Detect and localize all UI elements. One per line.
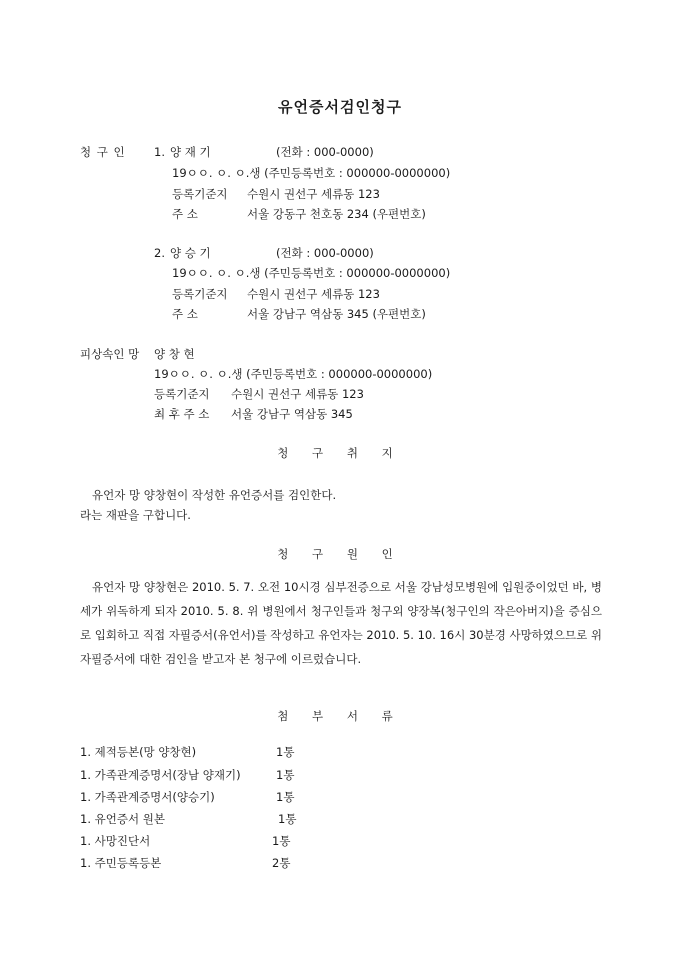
petitioner-2-birth: 19ㅇㅇ. ㅇ. ㅇ.생 (주민등록번호 : 000000-0000000): [172, 266, 451, 280]
attachment-item-label: 1. 유언증서 원본: [80, 812, 165, 826]
document-title: 유언증서검인청구: [278, 98, 402, 116]
cause-heading: 청 구 원 인: [277, 547, 403, 561]
petitioner-1-no: 1.: [154, 145, 165, 159]
attachment-item-count: 1통: [272, 834, 291, 848]
attachment-item-count: 1통: [276, 768, 295, 782]
cause-paragraph: 유언자 망 양창현은 2010. 5. 7. 오전 10시경 심부전증으로 서울 강남성모병원에 입원중이었던 바, 병세가 위독하게 되자 2010. 5. 8. 위 병원에서 청구인들과 청구외 양장복(청구인의 작은아버지)을 증심으로 입회하고 직접 자필증서(유언서)를 작성하고 유언자는 2010. 5. 10. 16시 30분경 사망하였으므로 위 자필증서에 대한 검인을 받고자 본 청구에 이르렀습니다.: [80, 580, 602, 666]
petitioner-2-domicile-label: 등록기준지: [172, 287, 228, 301]
petitioner-1-domicile: 수원시 권선구 세류동 123: [247, 187, 380, 201]
petitioner-1-phone: (전화 : 000-0000): [276, 145, 374, 159]
purpose-line-1: 유언자 망 양창현이 작성한 유언증서를 검인한다.: [92, 488, 337, 502]
attachment-item-label: 1. 제적등본(망 양창현): [80, 745, 197, 759]
petitioner-1-name: 양 재 기: [170, 145, 211, 159]
petitioner-2-name: 양 승 기: [170, 246, 211, 260]
attachment-item-label: 1. 가족관계증명서(장남 양재기): [80, 768, 241, 782]
petitioner-2-address-label: 주 소: [172, 307, 198, 321]
attachment-item-label: 1. 가족관계증명서(양승기): [80, 790, 215, 804]
petitioners-label: 청 구 인: [80, 145, 126, 159]
deceased-label: 피상속인 망: [80, 347, 140, 361]
purpose-heading: 청 구 취 지: [277, 446, 403, 460]
petitioner-1-address: 서울 강동구 천호동 234 (우편번호): [247, 207, 426, 221]
purpose-line-2: 라는 재판을 구합니다.: [80, 508, 191, 522]
petitioner-2-phone: (전화 : 000-0000): [276, 246, 374, 260]
deceased-last-address-label: 최 후 주 소: [154, 407, 210, 421]
attachment-item-count: 2통: [272, 856, 291, 870]
deceased-domicile-label: 등록기준지: [154, 387, 210, 401]
attachment-item-label: 1. 주민등록등본: [80, 856, 162, 870]
petitioner-2-no: 2.: [154, 246, 165, 260]
deceased-last-address: 서울 강남구 역삼동 345: [231, 407, 353, 421]
petitioner-2-address: 서울 강남구 역삼동 345 (우편번호): [247, 307, 426, 321]
deceased-name: 양 창 현: [154, 347, 195, 361]
deceased-domicile: 수원시 권선구 세류동 123: [231, 387, 364, 401]
petitioner-1-address-label: 주 소: [172, 207, 198, 221]
attachment-item-count: 1통: [278, 812, 297, 826]
petitioner-1-birth: 19ㅇㅇ. ㅇ. ㅇ.생 (주민등록번호 : 000000-0000000): [172, 166, 451, 180]
petitioner-1-domicile-label: 등록기준지: [172, 187, 228, 201]
attachment-item-count: 1통: [276, 790, 295, 804]
attachments-heading: 첨 부 서 류: [277, 709, 403, 723]
attachment-item-count: 1통: [276, 745, 295, 759]
petitioner-2-domicile: 수원시 권선구 세류동 123: [247, 287, 380, 301]
attachment-item-label: 1. 사망진단서: [80, 834, 151, 848]
deceased-birth: 19ㅇㅇ. ㅇ. ㅇ.생 (주민등록번호 : 000000-0000000): [154, 367, 433, 381]
